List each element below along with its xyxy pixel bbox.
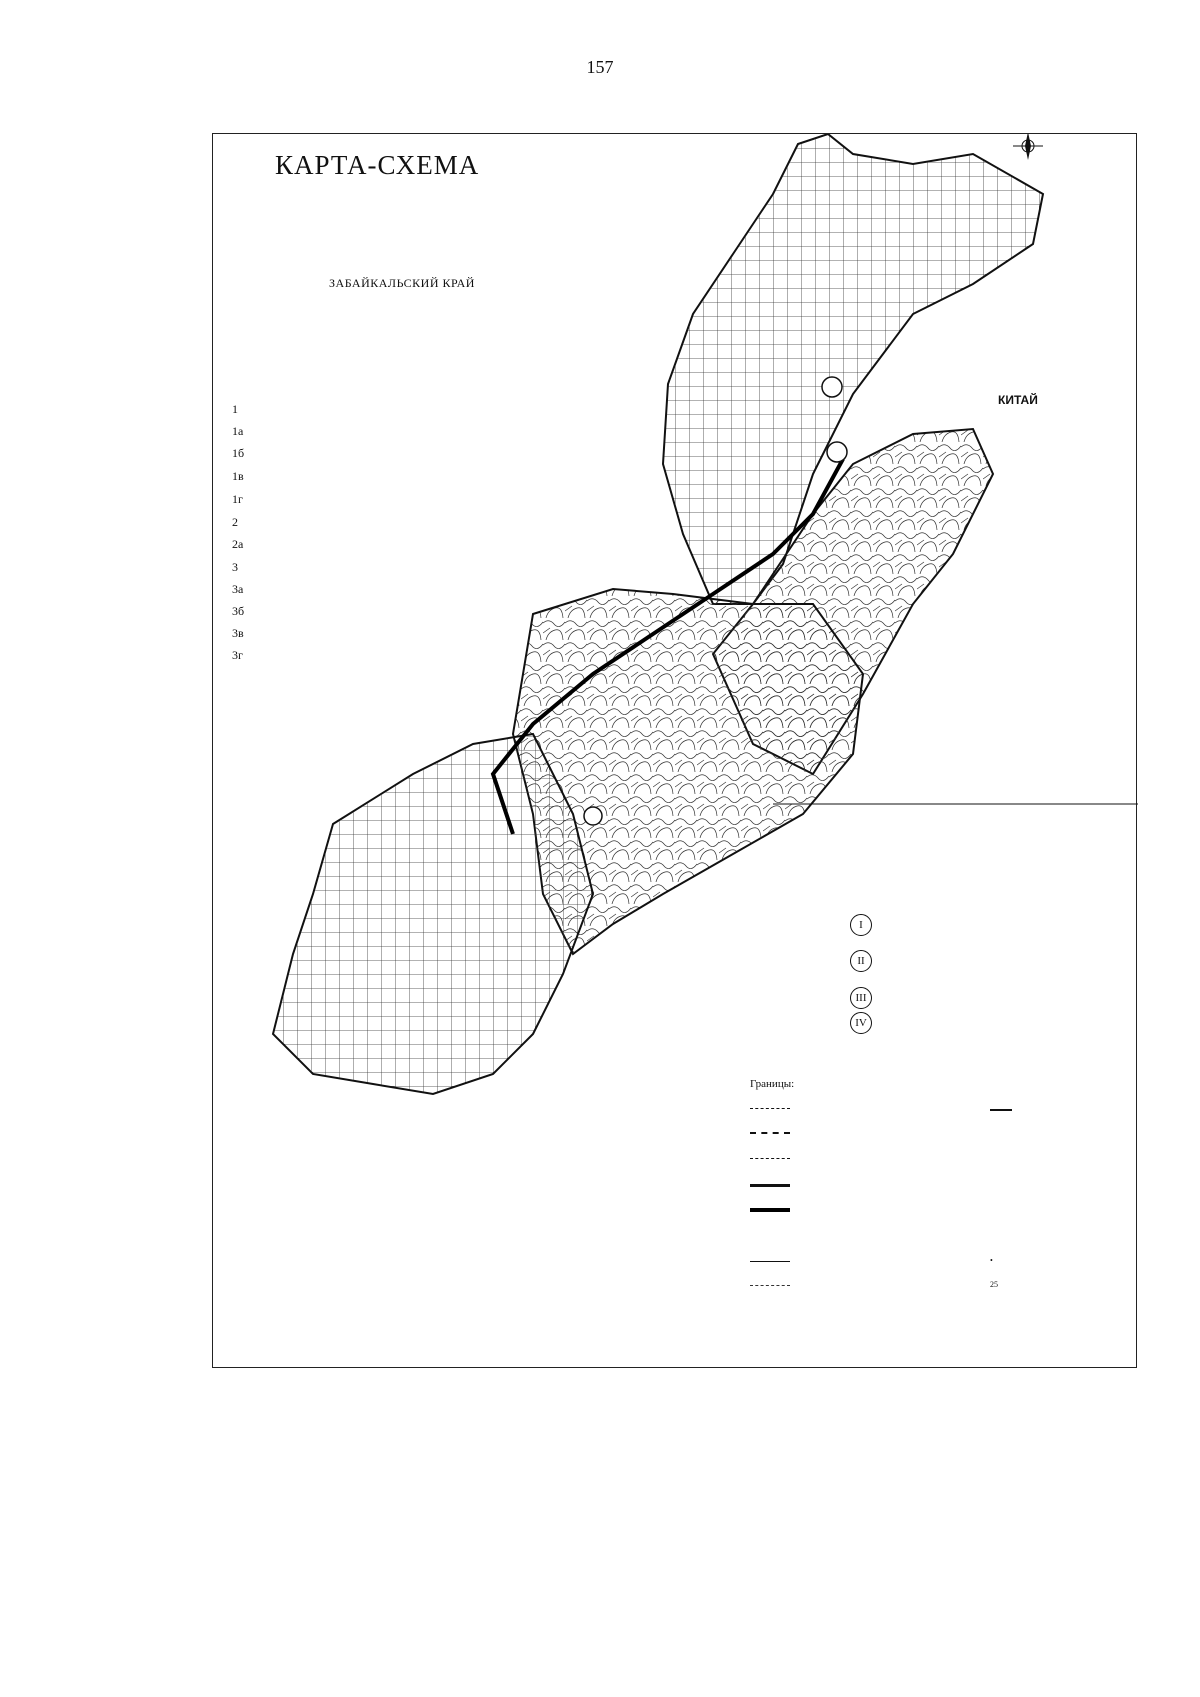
legend-row xyxy=(750,1256,794,1265)
oopt-mark: III xyxy=(850,987,872,1009)
region-name: ЗАБАЙКАЛЬСКИЙ КРАЙ xyxy=(329,276,475,290)
forestry-map xyxy=(213,134,1138,1369)
legend-row xyxy=(750,1180,794,1189)
legend-row xyxy=(750,1128,794,1137)
district-row: 1в xyxy=(232,469,244,483)
district-row: 3б xyxy=(232,604,245,618)
oopt-marker-iii xyxy=(822,377,842,397)
oopt-mark: II xyxy=(850,950,872,972)
settlement-symbol: • xyxy=(990,1256,993,1265)
oopt-item xyxy=(850,914,1100,936)
map-title: КАРТА-СХЕМА xyxy=(275,150,480,180)
district-row: 1а xyxy=(232,424,244,438)
region-label-china: КИТАЙ xyxy=(998,393,1038,407)
district-row: 3в xyxy=(232,626,244,640)
legend-row xyxy=(750,1153,794,1162)
oopt-item xyxy=(850,1012,1100,1034)
district-row: 2а xyxy=(232,537,244,551)
oopt-marker-iv xyxy=(584,807,602,825)
legend-row xyxy=(990,1256,1020,1265)
map-frame xyxy=(212,133,1137,1368)
legend-row xyxy=(750,1103,794,1112)
district-row: 1 xyxy=(232,402,238,416)
district-row: 1б xyxy=(232,446,245,460)
district-row: 1г xyxy=(232,492,243,506)
district-row: 2 xyxy=(232,515,238,529)
legend-row xyxy=(990,1280,1020,1289)
legend-row xyxy=(750,1205,794,1214)
quarter-symbol: 25 xyxy=(990,1280,998,1289)
southern-area xyxy=(273,734,593,1094)
oopt-marker-ii xyxy=(827,442,847,462)
page-number: 157 xyxy=(586,57,614,77)
boundaries-heading: Границы: xyxy=(750,1078,795,1090)
legend-row xyxy=(750,1280,794,1289)
north-arrow-icon xyxy=(1013,134,1043,160)
district-row: 3 xyxy=(232,560,238,574)
oopt-mark: IV xyxy=(850,1012,872,1034)
legend-row xyxy=(990,1105,1016,1114)
oopt-item xyxy=(850,950,1100,972)
oopt-item xyxy=(850,987,1100,1009)
district-row: 3а xyxy=(232,582,244,596)
district-row: 3г xyxy=(232,648,243,662)
oopt-mark: I xyxy=(850,914,872,936)
